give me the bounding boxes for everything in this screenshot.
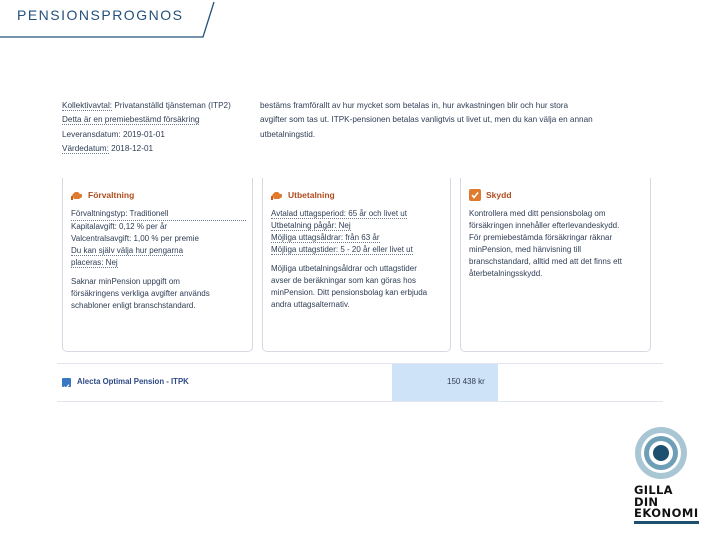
row-checkbox[interactable] <box>62 378 71 387</box>
table-row[interactable] <box>57 363 663 402</box>
pension-name[interactable]: Alecta Optimal Pension - ITPK <box>77 377 189 386</box>
payout-note: Möjliga utbetalningsåldrar och uttagstider avser de beräkningar som kan göras hos minPension. Ditt pensionsbolag kan erbjuda andra uttagsalternativ. <box>271 264 428 309</box>
hand-icon <box>271 189 283 201</box>
slide-title: PENSIONSPROGNOS <box>17 7 184 23</box>
logo-line1: GILLA DIN <box>634 483 673 509</box>
description-line: avgifter som tas ut. ITPK-pensionen betalas vanligtvis ut livet ut, men du kan välja en annan <box>260 115 593 125</box>
agreement-value: Privatanställd tjänsteman (ITP2) <box>114 101 231 110</box>
brand-logo <box>634 426 699 524</box>
logo-line2: EKONOMI <box>634 508 699 524</box>
selection-fee: Valcentralsavgift: 1,00 % per premie <box>71 234 199 243</box>
fund-type: Förvaltningstyp: Traditionell <box>71 208 246 221</box>
card-skydd <box>460 178 651 352</box>
card-utbetalning <box>262 178 451 352</box>
payout-ages: Möjliga uttagsåldrar: från 63 år <box>271 233 380 242</box>
payout-period: Avtalad uttagsperiod: 65 år och livet ut <box>271 209 407 218</box>
agreement-label: Kollektivavtal: <box>62 101 113 110</box>
choice-text: Du kan själv välja hur pengarna <box>71 246 184 255</box>
description-line: bestäms framförallt av hur mycket som betalas in, hur avkastningen blir och hur stora <box>260 101 569 110</box>
checkmark-icon <box>469 189 481 201</box>
protection-note: Kontrollera med ditt pensionsbolag om försäkringen innehåller efterlevandeskydd. För premiebestämda försäkringar räknar minPension, med hänvisning till branschstandard, alltid med att det finns ett återbetalningsskydd. <box>469 209 622 278</box>
payout-times: Möjliga uttagstider: 5 - 20 år eller livet ut <box>271 245 413 254</box>
delivery-date-value: 2019-01-01 <box>123 129 165 139</box>
hand-icon <box>71 189 83 201</box>
value-date-label: Värdedatum: <box>62 144 109 154</box>
card-forvaltning <box>62 178 253 352</box>
card-skydd-header <box>469 189 512 201</box>
payout-ongoing: Utbetalning pågår: Nej <box>271 221 351 230</box>
title-underline <box>0 0 720 40</box>
capital-fee: Kapitalavgift: 0,12 % per år <box>71 222 168 231</box>
card-utbetalning-header <box>271 189 335 201</box>
card-title: Skydd <box>486 190 512 200</box>
choice-value: placeras: Nej <box>71 258 118 267</box>
value-date-value: 2018-12-01 <box>111 144 154 154</box>
itpk-description <box>260 99 630 142</box>
fee-note: Saknar minPension uppgift om försäkringens verkliga avgifter används schabloner enligt branschstandard. <box>71 277 210 310</box>
check-icon <box>62 382 71 391</box>
logo-rings-icon <box>634 426 688 480</box>
policy-type-label: Detta är en premiebestämd försäkring <box>62 115 200 125</box>
card-title: Förvaltning <box>88 190 135 200</box>
pension-value: 150 438 kr <box>447 377 485 386</box>
description-line: utbetalningstid. <box>260 129 316 139</box>
policy-info <box>62 99 262 157</box>
card-forvaltning-header <box>71 189 134 201</box>
delivery-date-label: Leveransdatum: <box>62 129 121 139</box>
card-title: Utbetalning <box>288 190 335 200</box>
